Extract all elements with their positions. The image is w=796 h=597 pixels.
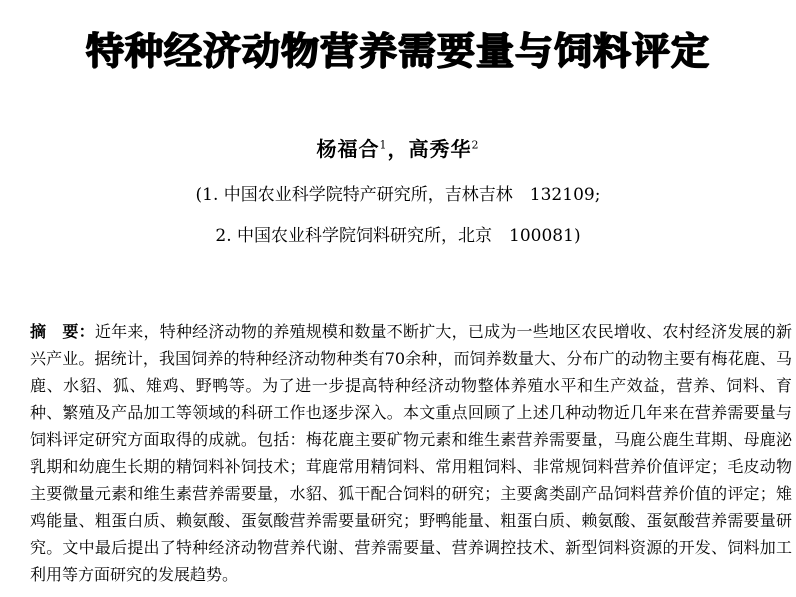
author-name: 杨福合 <box>316 137 380 161</box>
affiliation-marker: 1 <box>379 138 388 152</box>
affiliation-1: (1. 中国农业科学院特产研究所，吉林吉林 132109; <box>195 185 601 205</box>
author-line <box>0 133 796 162</box>
affiliation-marker: 2 <box>471 138 480 152</box>
author-separator: ， <box>387 137 409 161</box>
affiliation-2: 2. 中国农业科学院饲料研究所，北京 100081) <box>215 226 581 246</box>
abstract-paragraph <box>30 318 792 588</box>
author-name: 高秀华 <box>408 137 472 161</box>
paper-title: 特种经济动物营养需要量与饲料评定 <box>85 29 710 73</box>
abstract-text: 近年来，特种经济动物的养殖规模和数量不断扩大，已成为一些地区农民增收、农村经济发展的新兴产业。据统计，我国饲养的特种经济动物种类有70余种，而饲养数量大、分布广的动物主要有梅花鹿、马鹿、水貂、狐、雉鸡、野鸭等。为了进一步提高特种经济动物整体养殖水平和生产效益，营养、饲料、育种、繁殖及产品加工等领域的科研工作也逐步深入。本文重点回顾了上述几种动物近几年来在营养需要量与饲料评定研究方面取得的成就。包括：梅花鹿主要矿物元素和维生素营养需要量，马鹿公鹿生茸期、母鹿泌乳期和幼鹿生长期的精饲料补饲技术；茸鹿常用精饲料、常用粗饲料、非常规饲料营养价值评定；毛皮动物主要微量元素和维生素营养需要量，水貂、狐干配合饲料的研究；主要禽类副产品饲料营养价值的评定；雉鸡能量、粗蛋白质、赖氨酸、蛋氨酸营养需要量研究；野鸭能量、粗蛋白质、赖氨酸、蛋氨酸营养需要量研究。文中最后提出了特种经济动物营养代谢、营养需要量、营养调控技术、新型饲料资源的开发、饲料加工利用等方面研究的发展趋势。 <box>30 322 792 584</box>
abstract-label: 摘 要： <box>30 322 95 341</box>
